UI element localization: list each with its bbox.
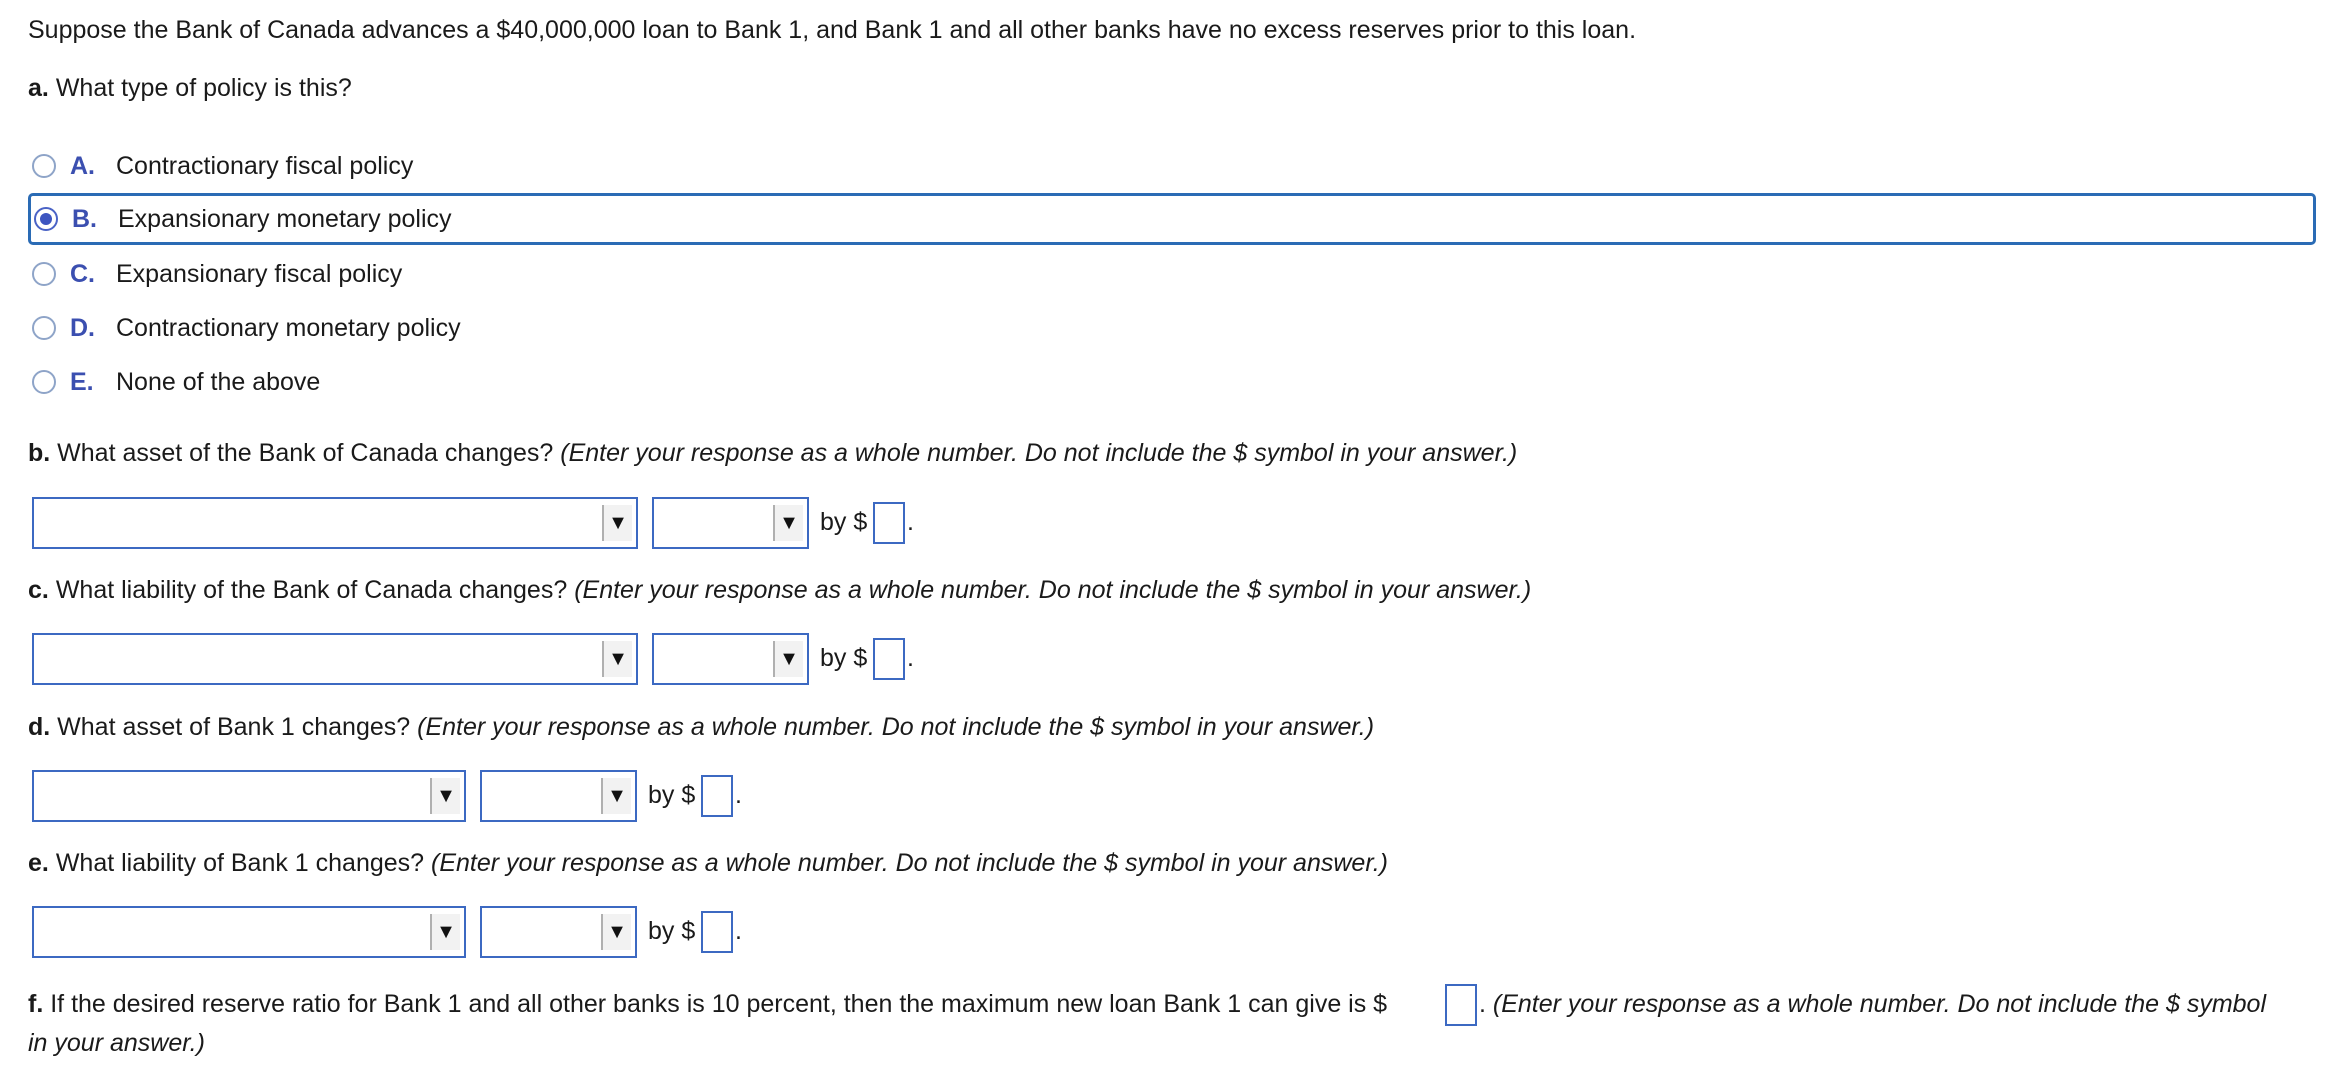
option-a-text: Contractionary fiscal policy xyxy=(116,151,414,180)
question-e xyxy=(28,849,1388,878)
e-by-label: by $ xyxy=(648,917,696,945)
d-direction-select[interactable] xyxy=(480,770,637,822)
c-by-label: by $ xyxy=(820,644,868,672)
b-account-select[interactable] xyxy=(32,497,638,549)
d-amount-input[interactable] xyxy=(701,775,733,817)
option-a[interactable] xyxy=(26,140,413,192)
option-e-letter: E. xyxy=(70,367,94,396)
option-c[interactable] xyxy=(26,248,402,300)
option-b-letter: B. xyxy=(72,204,97,233)
chevron-down-icon[interactable]: ▼ xyxy=(601,778,631,814)
question-b xyxy=(28,439,1517,468)
question-b-text: What asset of the Bank of Canada changes? xyxy=(57,439,554,467)
option-b[interactable] xyxy=(28,193,2316,245)
question-c xyxy=(28,576,1531,605)
question-c-hint: (Enter your response as a whole number. Do not include the $ symbol in your answer.) xyxy=(574,576,1532,604)
e-amount-input[interactable] xyxy=(701,911,733,953)
radio-b-selected[interactable] xyxy=(34,207,58,231)
question-a xyxy=(28,74,352,103)
c-period: . xyxy=(907,644,914,672)
d-by-label: by $ xyxy=(648,781,696,809)
question-b-hint: (Enter your response as a whole number. Do not include the $ symbol in your answer.) xyxy=(560,439,1518,467)
c-direction-select[interactable] xyxy=(652,633,809,685)
option-d-text: Contractionary monetary policy xyxy=(116,313,461,342)
question-f-hint-line1 xyxy=(1479,990,2266,1019)
option-c-text: Expansionary fiscal policy xyxy=(116,259,403,288)
b-amount-input[interactable] xyxy=(873,502,905,544)
option-e[interactable] xyxy=(26,356,320,408)
d-account-select[interactable] xyxy=(32,770,466,822)
option-d[interactable] xyxy=(26,302,461,354)
e-direction-select[interactable] xyxy=(480,906,637,958)
e-period: . xyxy=(735,917,742,945)
question-a-letter: a. xyxy=(28,74,49,102)
question-f-hint-1: (Enter your response as a whole number. Do not include the $ symbol xyxy=(1492,990,2267,1018)
option-e-text: None of the above xyxy=(116,367,321,396)
question-d-letter: d. xyxy=(28,713,51,741)
question-d-hint: (Enter your response as a whole number. Do not include the $ symbol in your answer.) xyxy=(417,713,1375,741)
option-b-text: Expansionary monetary policy xyxy=(118,204,452,233)
question-b-letter: b. xyxy=(28,439,51,467)
chevron-down-icon[interactable]: ▼ xyxy=(601,914,631,950)
question-f-letter: f. xyxy=(28,990,44,1018)
chevron-down-icon[interactable]: ▼ xyxy=(430,778,460,814)
d-period: . xyxy=(735,781,742,809)
c-amount-input[interactable] xyxy=(873,638,905,680)
chevron-down-icon[interactable]: ▼ xyxy=(602,641,632,677)
question-c-text: What liability of the Bank of Canada changes? xyxy=(55,576,568,604)
question-c-letter: c. xyxy=(28,576,49,604)
intro-text: Suppose the Bank of Canada advances a $40,000,000 loan to Bank 1, and Bank 1 and all other banks have no excess reserves prior to this loan. xyxy=(28,16,1637,44)
question-d-text: What asset of Bank 1 changes? xyxy=(57,713,411,741)
radio-d[interactable] xyxy=(32,316,56,340)
question-d xyxy=(28,713,1374,742)
chevron-down-icon[interactable]: ▼ xyxy=(773,505,803,541)
b-direction-select[interactable] xyxy=(652,497,809,549)
radio-e[interactable] xyxy=(32,370,56,394)
question-e-letter: e. xyxy=(28,849,49,877)
chevron-down-icon[interactable]: ▼ xyxy=(773,641,803,677)
f-amount-input[interactable] xyxy=(1445,984,1477,1026)
option-c-letter: C. xyxy=(70,259,95,288)
option-d-letter: D. xyxy=(70,313,95,342)
f-period: . xyxy=(1479,990,1486,1018)
radio-a[interactable] xyxy=(32,154,56,178)
radio-c[interactable] xyxy=(32,262,56,286)
question-a-text: What type of policy is this? xyxy=(55,74,352,102)
chevron-down-icon[interactable]: ▼ xyxy=(430,914,460,950)
c-account-select[interactable] xyxy=(32,633,638,685)
e-account-select[interactable] xyxy=(32,906,466,958)
b-by-label: by $ xyxy=(820,508,868,536)
option-a-letter: A. xyxy=(70,151,95,180)
question-f-text: If the desired reserve ratio for Bank 1 and all other banks is 10 percent, then the maximum new loan Bank 1 can give is $ xyxy=(50,990,1388,1018)
question-e-hint: (Enter your response as a whole number. Do not include the $ symbol in your answer.) xyxy=(431,849,1388,877)
question-f-hint-line2: in your answer.) xyxy=(28,1029,205,1057)
b-period: . xyxy=(907,508,914,536)
question-f xyxy=(28,990,1387,1019)
chevron-down-icon[interactable]: ▼ xyxy=(602,505,632,541)
question-e-text: What liability of Bank 1 changes? xyxy=(55,849,425,877)
